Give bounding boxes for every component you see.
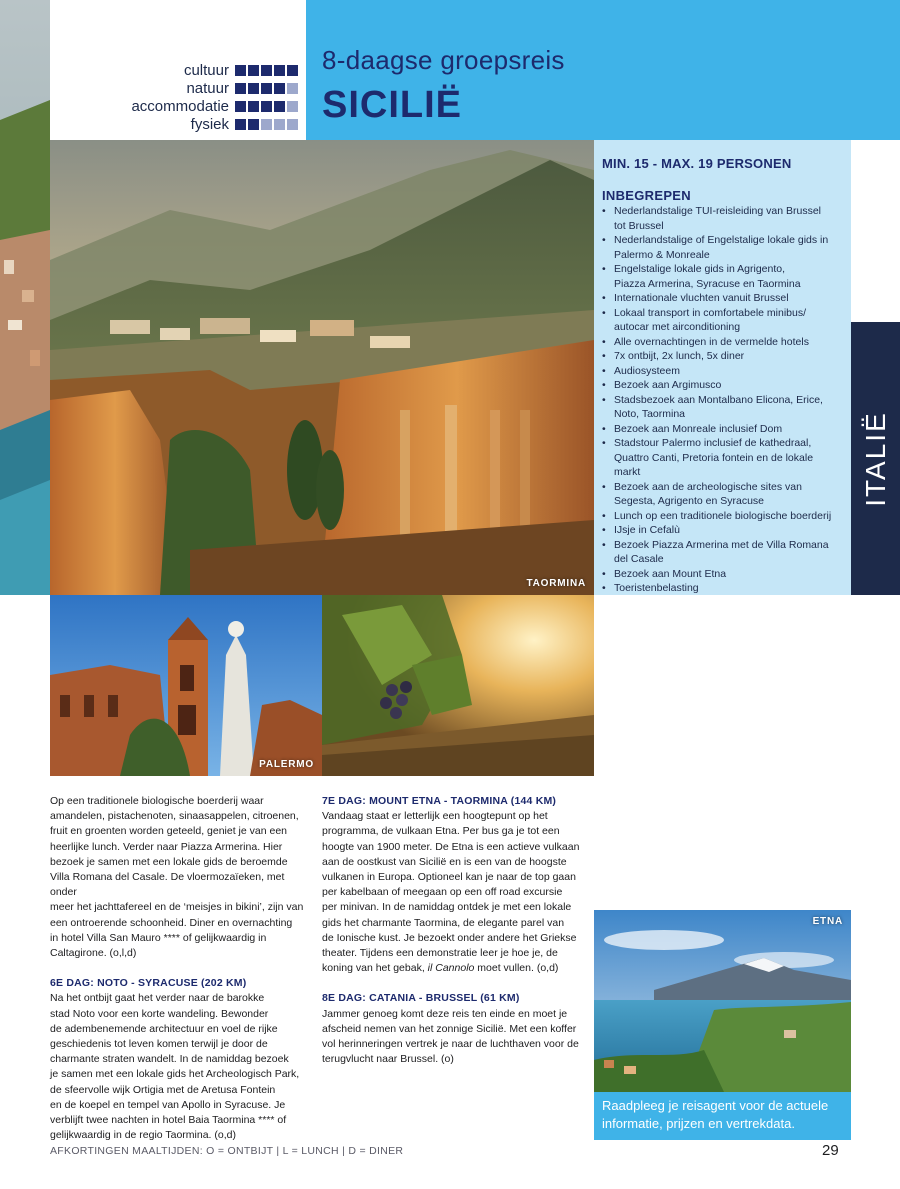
day7-title: 7E DAG: MOUNT ETNA - TAORMINA (144 KM) xyxy=(322,795,557,807)
title-box xyxy=(306,0,900,140)
text-line: gelijkwaardig in de regio Taormina. (o,d) xyxy=(50,1129,236,1142)
text-line: bezoek je samen met een lokale gids de beroemde xyxy=(50,855,288,868)
text-line: Op een traditionele biologische boerderij waar xyxy=(50,795,264,807)
text-line: charmante straten wandelt. In de namiddag bezoek xyxy=(50,1053,289,1066)
text-line: Vandaag staat er letterlijk een hoogtepunt op het xyxy=(322,810,548,823)
included-item: • Nederlandstalige TUI-reisleiding van Brussel tot Brussel xyxy=(602,204,843,233)
text-line: geschiedenis tot leven komen terwijl je door de xyxy=(50,1038,268,1051)
program-column-right xyxy=(322,794,594,1067)
included-item: • Engelstalige lokale gids in Agrigento, Piazza Armerina, Syracuse en Taormina xyxy=(602,262,843,291)
rating-squares xyxy=(235,101,298,112)
text-line: de Ionische kust. Je bezoekt onder andere het Griekse xyxy=(322,931,577,944)
included-heading: INBEGREPEN xyxy=(602,188,691,203)
text-line: programma, de vulkaan Etna. Per bus ga je tot een xyxy=(322,825,560,838)
text-line: meer het jachttafereel en de ‘meisjes in bikini’, zijn van xyxy=(50,901,304,914)
text-line: de adembenemende architectuur en voel de rijke xyxy=(50,1022,278,1035)
text-line: verblijft twee nachten in hotel Baia Taormina **** of xyxy=(50,1114,287,1127)
country-label: ITALIË xyxy=(859,410,891,507)
text-line: aan de oostkust van Sicilië en is een van de hoogste xyxy=(322,855,567,868)
day6-title: 6E DAG: NOTO - SYRACUSE (202 KM) xyxy=(50,977,247,990)
text-line: gids het charmante Taormina, de elegante parel van xyxy=(322,916,565,929)
text-line: Caltagirone. (o,l,d) xyxy=(50,947,137,960)
text-line: theater. Tijdens een demonstratie leer je hoe je, de xyxy=(322,947,558,960)
day5-text xyxy=(50,794,312,961)
text-line: fruit en groenten worden geteeld, geniet je van een xyxy=(50,825,288,838)
included-item: • Stadsbezoek aan Montalbano Elicona, Erice, Noto, Taormina xyxy=(602,393,843,422)
included-item: • Audiosysteem xyxy=(602,364,843,379)
included-item: • Bezoek aan Argimusco xyxy=(602,378,843,393)
text-line: amandelen, pistachenoten, sinaasappelen, citroenen, xyxy=(50,810,299,823)
day8-text xyxy=(322,1007,594,1068)
included-item: • Bezoek aan Monreale inclusief Dom xyxy=(602,422,843,437)
rating-row-cultuur xyxy=(184,62,298,79)
text-line: vol herinneringen vertrek je naar de luchthaven voor de xyxy=(322,1038,579,1051)
text-line: per kabelbaan of meegaan op een off road excursie xyxy=(322,886,563,899)
included-item: • 7x ontbijt, 2x lunch, 5x diner xyxy=(602,349,843,364)
rating-row-accommodatie xyxy=(131,98,298,115)
palermo-photo xyxy=(50,595,322,776)
trip-subtitle: 8-daagse groepsreis xyxy=(322,45,565,75)
text-line: vulkanen in Europa. Optioneel kan je naar de top gaan xyxy=(322,871,576,884)
text-line: Jammer genoeg komt deze reis ten einde en moet je xyxy=(322,1007,568,1020)
info-sidebar xyxy=(594,140,851,595)
text-line: in hotel Villa San Mauro **** of gelijkwaardig in xyxy=(50,931,267,944)
rating-row-fysiek xyxy=(191,116,298,133)
included-item: • Alle overnachtingen in de vermelde hotels xyxy=(602,335,843,350)
text-line: hoogte van 1900 meter. De Etna is een actieve vulkaan xyxy=(322,840,580,853)
program-column-left xyxy=(50,794,312,1143)
rating-squares xyxy=(235,65,298,76)
included-item: • Nederlandstalige of Engelstalige lokale gids in Palermo & Monreale xyxy=(602,233,843,262)
rating-squares xyxy=(235,83,298,94)
grapes-photo xyxy=(322,595,594,776)
day8-title: 8E DAG: CATANIA - BRUSSEL (61 KM) xyxy=(322,992,520,1005)
included-item: • Bezoek Piazza Armerina met de Villa Romana del Casale xyxy=(602,538,843,567)
photo-caption-taormina: TAORMINA xyxy=(526,578,586,589)
text-line: afscheid nemen van het zonnige Sicilië. Met een koffer xyxy=(322,1022,577,1035)
text-line: de sfeervolle wijk Ortigia met de Aretusa Fontein xyxy=(50,1083,276,1096)
meal-abbreviations: AFKORTINGEN MAALTIJDEN: O = ONTBIJT | L = LUNCH | D = DINER xyxy=(50,1145,404,1157)
etna-photo xyxy=(594,910,851,1092)
agent-notice xyxy=(594,1092,851,1140)
text-line: heerlijke lunch. Verder naar Piazza Armerina. Hier xyxy=(50,840,283,853)
included-item: • Bezoek aan Mount Etna xyxy=(602,567,843,582)
text-line: stad Noto voor een korte wandeling. Bewonder xyxy=(50,1007,269,1020)
country-tab xyxy=(851,322,900,595)
text-line: terugvlucht naar Brussel. (o) xyxy=(322,1053,454,1066)
text-line: en de koepel en tempel van Apollo in Syracuse. Je xyxy=(50,1098,286,1111)
text-line: een ontroerende schoonheid. Diner en overnachting xyxy=(50,916,293,929)
group-size: MIN. 15 - MAX. 19 PERSONEN xyxy=(602,156,792,171)
taormina-photo xyxy=(50,140,594,595)
text-line: per minivan. In de namiddag ontdek je met een lokale xyxy=(322,901,572,914)
included-item: • Bezoek aan de archeologische sites van Segesta, Agrigento en Syracuse xyxy=(602,480,843,509)
page-number: 29 xyxy=(822,1142,839,1159)
photo-caption-etna: ETNA xyxy=(812,916,843,927)
rating-label: natuur xyxy=(186,80,229,97)
text-line: Villa Romana del Casale. De vloermozaïeken, met onder xyxy=(50,871,285,899)
notice-line-1: Raadpleeg je reisagent voor de actuele xyxy=(602,1098,829,1113)
text-line: Na het ontbijt gaat het verder naar de barokke xyxy=(50,992,265,1005)
rating-squares xyxy=(235,119,298,130)
rating-label: cultuur xyxy=(183,62,229,79)
included-item: • Stadstour Palermo inclusief de kathedraal, Quattro Canti, Pretoria fontein en de lokale markt xyxy=(602,436,843,480)
included-item: • Lokaal transport in comfortabele minibus/ autocar met airconditioning xyxy=(602,306,843,335)
included-list xyxy=(602,204,843,596)
day6-text xyxy=(50,991,312,1143)
day7-last-line: koning van het gebak, il Cannolo moet vullen. (o,d) xyxy=(322,962,559,975)
rating-box xyxy=(50,0,306,140)
included-item: • Toeristenbelasting xyxy=(602,581,843,596)
day7-text xyxy=(322,809,594,961)
coast-strip-photo xyxy=(0,0,50,595)
rating-row-natuur xyxy=(186,80,298,97)
photo-caption-palermo: PALERMO xyxy=(259,759,314,770)
included-item: • IJsje in Cefalù xyxy=(602,523,843,538)
trip-title: SICILIË xyxy=(322,84,463,126)
included-item: • Lunch op een traditionele biologische boerderij xyxy=(602,509,843,524)
rating-label: accommodatie xyxy=(131,98,229,115)
notice-line-2: informatie, prijzen en vertrekdata. xyxy=(602,1116,795,1131)
rating-label: fysiek xyxy=(190,116,229,133)
included-item: • Internationale vluchten vanuit Brussel xyxy=(602,291,843,306)
text-line: je samen met een lokale gids het Archeologisch Park, xyxy=(50,1068,300,1081)
